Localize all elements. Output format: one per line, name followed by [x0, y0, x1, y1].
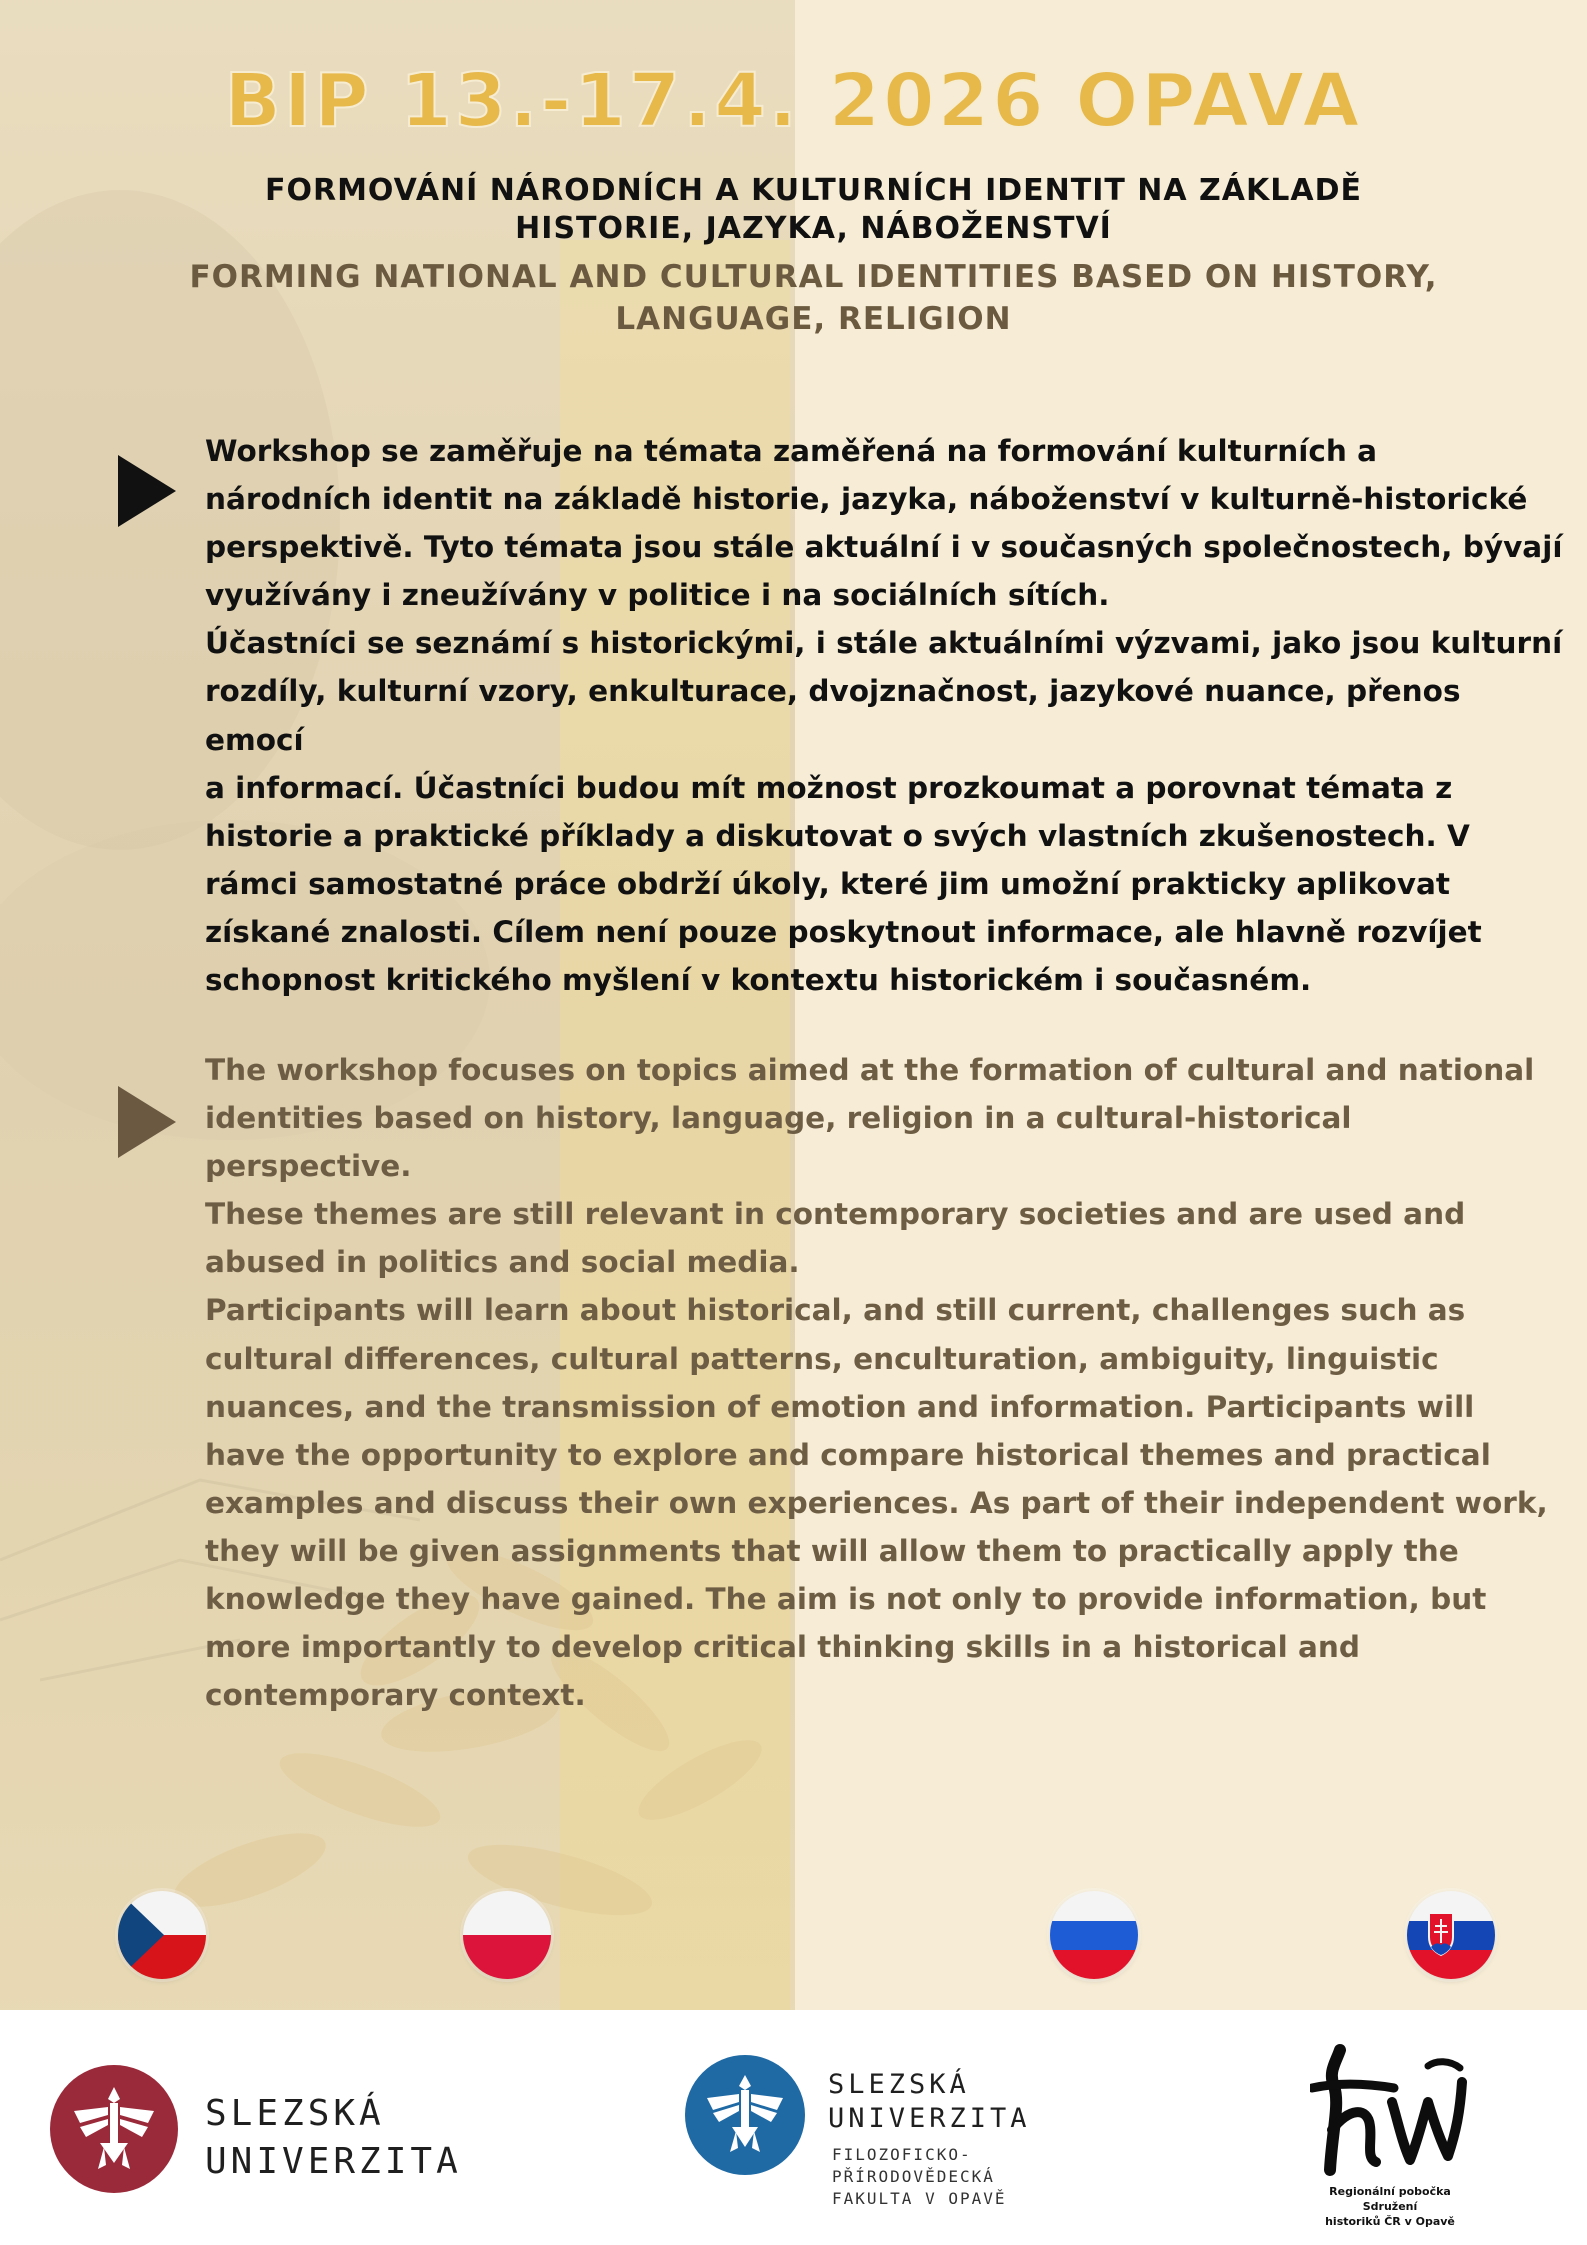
slezska-univerzita-logo-text: [205, 2090, 462, 2186]
subtitle-czech-line: HISTORIE, JAZYKA, NÁBOŽENSTVÍ: [515, 211, 1112, 246]
fpf-logo-text: [828, 2068, 1031, 2136]
caption-line: Regionální pobočka Sdružení: [1329, 2185, 1451, 2213]
polish-flag-icon: [463, 1891, 551, 1979]
fpf-emblem-icon: [685, 2055, 805, 2175]
faculty-line: FILOZOFICKO-: [832, 2145, 972, 2164]
slezska-univerzita-emblem-icon: [50, 2065, 178, 2193]
page-title: BIP 13.-17.4. 2026 OPAVA: [224, 58, 1363, 144]
subtitle-czech-line: FORMOVÁNÍ NÁRODNÍCH A KULTURNÍCH IDENTIT NA ZÁKLADĚ: [264, 173, 1362, 208]
logo-text-line: SLEZSKÁ: [205, 2093, 385, 2134]
historians-association-caption: [1300, 2184, 1480, 2229]
logo-text-line: UNIVERZITA: [828, 2103, 1031, 2134]
play-arrow-icon: [118, 1086, 176, 1158]
subtitle-english-line: LANGUAGE, RELIGION: [615, 301, 1012, 337]
historians-association-logo-icon: [1310, 2042, 1480, 2182]
faculty-line: PŘÍRODOVĚDECKÁ: [832, 2167, 995, 2186]
faculty-line: FAKULTA V OPAVĚ: [832, 2189, 1007, 2208]
caption-line: historiků ČR v Opavě: [1325, 2215, 1455, 2228]
czech-description: Workshop se zaměřuje na témata zaměřená na formování kulturních a národních identit na základě historie, jazyka, náboženství v kulturně-historické perspektivě. Tyto témata jsou stále aktuální i v současných společnostech, bývají využívány i zneužívány v politice i na sociálních sítích. Účastníci se seznámí s historickými, i stále aktuálními výzvami, jako jsou kulturní rozdíly, kulturní vzory, enkulturace, dvojznačnost, jazykové nuance, přenos emocí a informací. Účastníci budou mít možnost prozkoumat a porovnat témata z historie a praktické příklady a diskutovat o svých vlastních zkušenostech. V rámci samostatné práce obdrží úkoly, které jim umožní prakticky aplikovat získané znalosti. Cílem není pouze poskytnout informace, ale hlavně rozvíjet schopnost kritického myšlení v kontextu historickém i současném.: [205, 434, 1563, 998]
czech-flag-icon: [118, 1891, 206, 1979]
play-arrow-icon: [118, 455, 176, 527]
fpf-faculty-text: [832, 2144, 1007, 2210]
subtitle-czech: [120, 172, 1507, 248]
subtitle-english-line: FORMING NATIONAL AND CULTURAL IDENTITIES BASED ON HISTORY,: [189, 259, 1438, 295]
subtitle-english: [60, 256, 1567, 340]
logo-text-line: UNIVERZITA: [205, 2141, 462, 2182]
slovak-flag-icon: [1407, 1891, 1495, 1979]
english-description: The workshop focuses on topics aimed at the formation of cultural and national identities based on history, language, religion in a cultural-historical perspective. These themes are still relevant in contemporary societies and are used and abused in politics and social media. Participants will learn about historical, and still current, challenges such as cultural differences, cultural patterns, enculturation, ambiguity, linguistic nuances, and the transmission of emotion and information. Participants will have the opportunity to explore and compare historical themes and practical examples and discuss their own experiences. As part of their independent work, they will be given assignments that will allow them to practically apply the knowledge they have gained. The aim is not only to provide information, but more importantly to develop critical thinking skills in a historical and contemporary context.: [205, 1053, 1548, 1713]
logo-text-line: SLEZSKÁ: [828, 2069, 970, 2100]
slovenian-flag-icon: [1050, 1891, 1138, 1979]
